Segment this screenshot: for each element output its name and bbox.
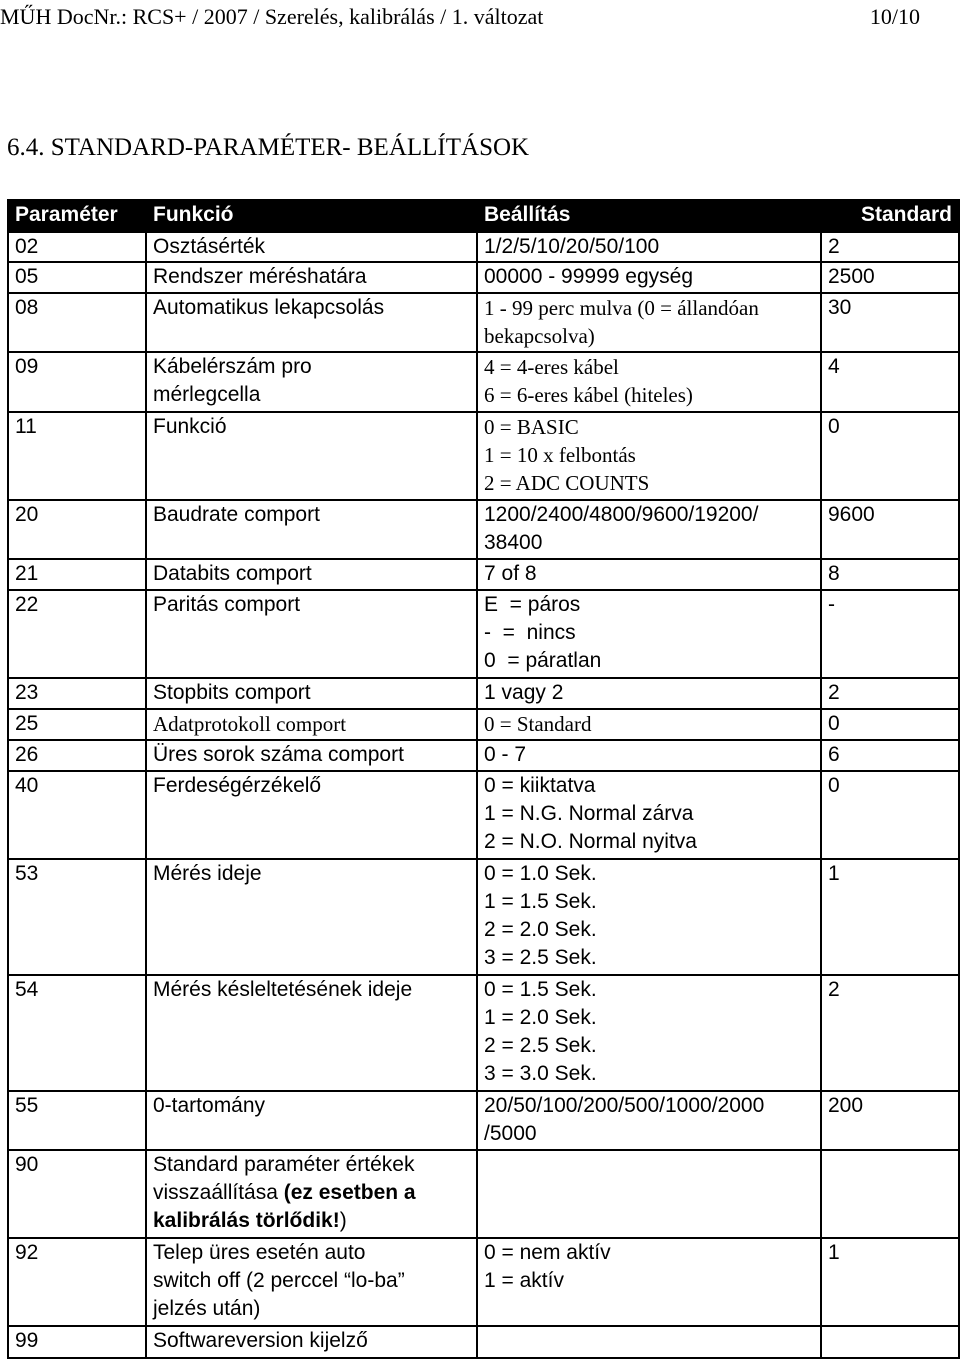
cell-function (146, 559, 477, 590)
cell-setting-line: 1 - 99 perc mulva (0 = állandóan (484, 296, 759, 320)
cell-standard: 1 (821, 1238, 959, 1326)
table-row (8, 293, 959, 352)
cell-parameter: 92 (8, 1238, 146, 1326)
document-header (0, 2, 920, 32)
cell-function (146, 1150, 477, 1238)
cell-function (146, 293, 477, 352)
cell-standard: 0 (821, 709, 959, 740)
cell-function (146, 678, 477, 709)
cell-function (146, 771, 477, 859)
cell-function-line: switch off (2 perccel “lo-ba” (153, 1269, 405, 1292)
table-row (8, 232, 959, 262)
cell-standard (821, 1326, 959, 1358)
cell-function (146, 1091, 477, 1150)
cell-function-line: Databits comport (153, 562, 312, 585)
cell-parameter: 08 (8, 293, 146, 352)
table-row (8, 590, 959, 678)
cell-standard: - (821, 590, 959, 678)
table-row (8, 1238, 959, 1326)
cell-setting-line: 1 = N.G. Normal zárva (484, 802, 694, 825)
cell-standard: 2 (821, 975, 959, 1091)
cell-function-line: Ferdeségérzékelő (153, 774, 322, 797)
cell-setting-line: 20/50/100/200/500/1000/2000 (484, 1094, 765, 1117)
cell-setting-line: - = nincs (484, 621, 576, 644)
parameter-table (7, 199, 960, 1359)
cell-parameter: 09 (8, 352, 146, 412)
cell-function-segment: (ez esetben a (283, 1181, 416, 1204)
cell-function-line (153, 1207, 472, 1235)
cell-setting (477, 859, 821, 975)
cell-setting (477, 559, 821, 590)
cell-function-line: jelzés után) (153, 1297, 261, 1320)
cell-function-line: Osztásérték (153, 235, 266, 258)
table-row (8, 559, 959, 590)
cell-function (146, 709, 477, 740)
cell-function-line: Baudrate comport (153, 503, 320, 526)
table-row (8, 1091, 959, 1150)
section-title: 6.4. STANDARD-PARAMÉTER- BEÁLLÍTÁSOK (7, 134, 530, 161)
cell-setting (477, 975, 821, 1091)
cell-setting (477, 500, 821, 559)
table-row (8, 1150, 959, 1238)
cell-setting-line: 2 = N.O. Normal nyitva (484, 830, 697, 853)
cell-function-line: mérlegcella (153, 383, 261, 406)
cell-setting-line: 1/2/5/10/20/50/100 (484, 235, 660, 258)
cell-setting-line: 2 = 2.0 Sek. (484, 918, 597, 941)
cell-function (146, 740, 477, 771)
cell-parameter: 20 (8, 500, 146, 559)
cell-function-line: Softwareversion kijelző (153, 1329, 368, 1352)
cell-function-line: 0-tartomány (153, 1094, 266, 1117)
cell-parameter: 53 (8, 859, 146, 975)
column-header-setting: Beállítás (477, 200, 821, 232)
column-header-parameter: Paraméter (8, 200, 146, 232)
cell-setting-line: 0 = 1.5 Sek. (484, 978, 597, 1001)
cell-function (146, 1238, 477, 1326)
cell-standard: 1 (821, 859, 959, 975)
cell-setting (477, 1150, 821, 1238)
cell-function-line: Mérés késleltetésének ideje (153, 978, 413, 1001)
cell-setting-line: 2 = 2.5 Sek. (484, 1034, 597, 1057)
column-header-standard: Standard (821, 200, 959, 232)
table-row (8, 262, 959, 293)
cell-setting-line: 4 = 4-eres kábel (484, 355, 619, 379)
cell-parameter: 25 (8, 709, 146, 740)
cell-setting-line: 0 = kiiktatva (484, 774, 596, 797)
cell-parameter: 90 (8, 1150, 146, 1238)
cell-function-segment: Standard paraméter értékek (153, 1153, 415, 1176)
cell-setting-line: 1 = 2.0 Sek. (484, 1006, 597, 1029)
cell-setting-line: E = páros (484, 593, 581, 616)
cell-setting (477, 678, 821, 709)
cell-function (146, 412, 477, 500)
cell-setting-line: 7 of 8 (484, 562, 537, 585)
cell-function-segment: ) (339, 1209, 347, 1232)
cell-function (146, 859, 477, 975)
cell-function (146, 590, 477, 678)
cell-standard: 2 (821, 232, 959, 262)
cell-standard: 200 (821, 1091, 959, 1150)
cell-setting-line: 0 = BASIC (484, 415, 579, 439)
cell-parameter: 54 (8, 975, 146, 1091)
cell-function-segment: visszaállítása (153, 1181, 284, 1204)
cell-setting (477, 771, 821, 859)
cell-setting-line: 0 - 7 (484, 743, 527, 766)
cell-setting (477, 1238, 821, 1326)
cell-function-line: Adatprotokoll comport (153, 712, 347, 736)
cell-function (146, 975, 477, 1091)
cell-parameter: 40 (8, 771, 146, 859)
table-row (8, 771, 959, 859)
cell-setting (477, 740, 821, 771)
cell-standard: 6 (821, 740, 959, 771)
cell-parameter: 05 (8, 262, 146, 293)
cell-setting (477, 709, 821, 740)
cell-setting (477, 1091, 821, 1150)
table-row (8, 352, 959, 412)
cell-function-line: Paritás comport (153, 593, 301, 616)
cell-standard: 30 (821, 293, 959, 352)
cell-setting-line: 2 = ADC COUNTS (484, 471, 650, 495)
cell-standard: 4 (821, 352, 959, 412)
cell-standard: 8 (821, 559, 959, 590)
cell-standard: 2500 (821, 262, 959, 293)
cell-function-line: Telep üres esetén auto (153, 1241, 366, 1264)
cell-function-line: Kábelérszám pro (153, 355, 312, 378)
cell-setting-line: bekapcsolva) (484, 324, 595, 348)
cell-function (146, 262, 477, 293)
cell-setting-line: 0 = Standard (484, 712, 592, 736)
cell-standard: 0 (821, 771, 959, 859)
table-row (8, 740, 959, 771)
cell-parameter: 11 (8, 412, 146, 500)
cell-setting-line: 3 = 3.0 Sek. (484, 1062, 597, 1085)
cell-parameter: 99 (8, 1326, 146, 1358)
cell-function-line: Funkció (153, 415, 227, 438)
cell-standard: 2 (821, 678, 959, 709)
cell-function-line: Automatikus lekapcsolás (153, 296, 385, 319)
cell-setting-line: 1200/2400/4800/9600/19200/ (484, 503, 759, 526)
page-number: 10/10 (869, 4, 920, 29)
cell-parameter: 55 (8, 1091, 146, 1150)
cell-function-line: Stopbits comport (153, 681, 311, 704)
cell-setting-line: 0 = páratlan (484, 649, 602, 672)
cell-setting-line: 3 = 2.5 Sek. (484, 946, 597, 969)
cell-setting-line: /5000 (484, 1122, 537, 1145)
table-row (8, 412, 959, 500)
cell-parameter: 21 (8, 559, 146, 590)
cell-function (146, 500, 477, 559)
cell-function (146, 1326, 477, 1358)
cell-setting (477, 352, 821, 412)
table-body (8, 232, 959, 1358)
table-row (8, 678, 959, 709)
cell-setting (477, 412, 821, 500)
cell-setting-line: 0 = 1.0 Sek. (484, 862, 597, 885)
cell-setting-line: 1 vagy 2 (484, 681, 564, 704)
table-row (8, 1326, 959, 1358)
cell-function-segment: kalibrálás törlődik! (153, 1209, 340, 1232)
cell-parameter: 02 (8, 232, 146, 262)
cell-standard: 0 (821, 412, 959, 500)
cell-parameter: 26 (8, 740, 146, 771)
cell-setting-line: 38400 (484, 531, 543, 554)
cell-parameter: 23 (8, 678, 146, 709)
table-row (8, 709, 959, 740)
cell-setting (477, 262, 821, 293)
cell-setting (477, 232, 821, 262)
document-reference: MŰH DocNr.: RCS+ / 2007 / Szerelés, kalibrálás / 1. változat (0, 4, 544, 29)
column-header-function: Funkció (146, 200, 477, 232)
table-header-row (8, 200, 959, 232)
cell-setting (477, 590, 821, 678)
cell-parameter: 22 (8, 590, 146, 678)
cell-setting-line: 1 = 10 x felbontás (484, 443, 636, 467)
table-row (8, 975, 959, 1091)
cell-setting (477, 293, 821, 352)
cell-setting-line: 00000 - 99999 egység (484, 265, 694, 288)
cell-setting-line: 0 = nem aktív (484, 1241, 611, 1264)
cell-function (146, 352, 477, 412)
cell-function-line: Mérés ideje (153, 862, 262, 885)
cell-function-line: Üres sorok száma comport (153, 743, 404, 766)
cell-function-line (153, 1151, 472, 1179)
table-row (8, 859, 959, 975)
cell-setting-line: 1 = aktív (484, 1269, 564, 1292)
cell-standard (821, 1150, 959, 1238)
table-row (8, 500, 959, 559)
cell-setting-line: 1 = 1.5 Sek. (484, 890, 597, 913)
cell-setting-line: 6 = 6-eres kábel (hiteles) (484, 383, 693, 407)
cell-setting (477, 1326, 821, 1358)
cell-function (146, 232, 477, 262)
cell-standard: 9600 (821, 500, 959, 559)
cell-function-line: Rendszer méréshatára (153, 265, 367, 288)
cell-function-line (153, 1179, 472, 1207)
